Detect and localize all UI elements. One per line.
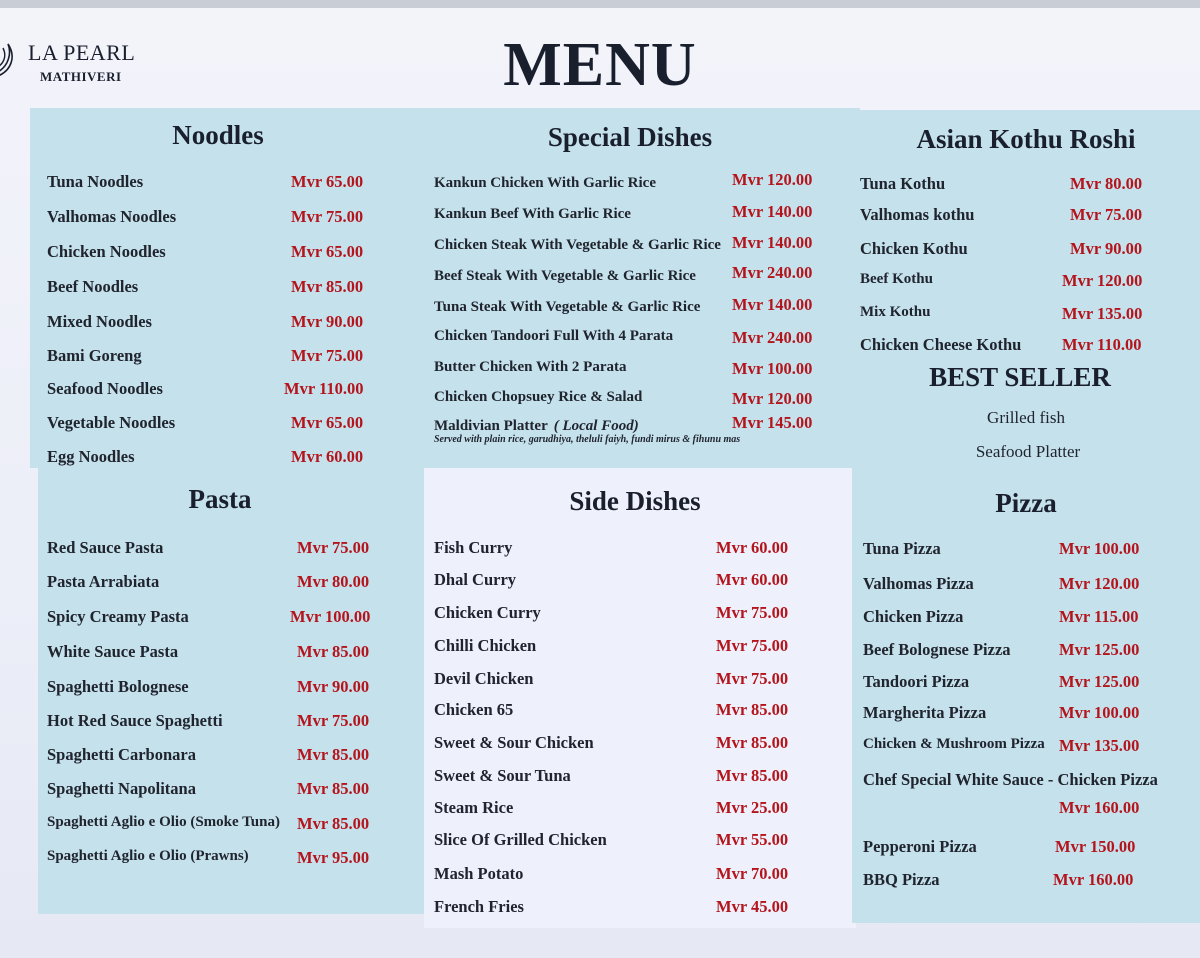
menu-item-name: Vegetable Noodles xyxy=(47,413,176,432)
menu-item-name: Seafood Noodles xyxy=(47,379,163,398)
menu-item-price: Mvr 65.00 xyxy=(291,242,364,261)
menu-item-name: Butter Chicken With 2 Parata xyxy=(434,359,627,375)
menu-item-price: Mvr 90.00 xyxy=(1070,239,1143,258)
menu-item-name: Spaghetti Bolognese xyxy=(47,677,189,696)
menu-item-name: Kankun Beef With Garlic Rice xyxy=(434,206,631,222)
menu-item-name: Sweet & Sour Tuna xyxy=(434,766,571,785)
menu-item-name: Pepperoni Pizza xyxy=(863,837,977,856)
menu-item-name: Margherita Pizza xyxy=(863,703,987,722)
section-title-best-seller: BEST SELLER xyxy=(929,362,1111,392)
menu-item-name: Chicken Tandoori Full With 4 Parata xyxy=(434,328,674,344)
menu-item-name: Chef Special White Sauce - Chicken Pizza xyxy=(863,770,1158,789)
menu-item-price: Mvr 75.00 xyxy=(297,538,370,557)
menu-item-name: Tandoori Pizza xyxy=(863,672,970,691)
menu-item-note: ( Local Food) xyxy=(553,418,639,434)
menu-item-price: Mvr 100.00 xyxy=(290,607,371,626)
menu-item-price: Mvr 240.00 xyxy=(732,328,813,347)
menu-item-price: Mvr 85.00 xyxy=(291,277,364,296)
menu-item-name: Chicken 65 xyxy=(434,700,514,719)
menu-item-name: Tuna Kothu xyxy=(860,174,946,193)
maldivian-platter-footnote: Served with plain rice, garudhiya, theluli faiyh, fundi mirus & fihunu mas xyxy=(434,434,741,445)
menu-item-name: Chicken Noodles xyxy=(47,242,166,261)
menu-item-price: Mvr 75.00 xyxy=(716,669,789,688)
section-title-side-dishes: Side Dishes xyxy=(569,486,701,516)
section-title-noodles: Noodles xyxy=(172,120,264,150)
section-title-kothu: Asian Kothu Roshi xyxy=(916,124,1136,154)
side-dishes-panel xyxy=(424,468,856,928)
menu-item-name: Chicken Cheese Kothu xyxy=(860,335,1022,354)
menu-item-price: Mvr 120.00 xyxy=(1062,271,1143,290)
menu-item-name: Spicy Creamy Pasta xyxy=(47,607,189,626)
menu-item-price: Mvr 125.00 xyxy=(1059,672,1140,691)
menu-item-price: Mvr 75.00 xyxy=(291,346,364,365)
menu-item-name: Tuna Steak With Vegetable & Garlic Rice xyxy=(434,299,701,315)
menu-item-name: Red Sauce Pasta xyxy=(47,538,164,557)
menu-item-price: Mvr 80.00 xyxy=(1070,174,1143,193)
menu-item-name: Valhomas kothu xyxy=(860,205,975,224)
menu-item-price: Mvr 125.00 xyxy=(1059,640,1140,659)
menu-item-name: Spaghetti Carbonara xyxy=(47,745,196,764)
menu-item-name: Chilli Chicken xyxy=(434,636,537,655)
menu-item-price: Mvr 85.00 xyxy=(297,745,370,764)
menu-item-name: Pasta Arrabiata xyxy=(47,572,160,591)
menu-item-price: Mvr 135.00 xyxy=(1059,736,1140,755)
menu-item-price: Mvr 140.00 xyxy=(732,233,813,252)
menu-item-price: Mvr 100.00 xyxy=(1059,703,1140,722)
menu-sheet xyxy=(0,8,1200,958)
brand-name: LA PEARL xyxy=(28,40,136,65)
menu-item-price: Mvr 75.00 xyxy=(297,711,370,730)
menu-item-name: Beef Kothu xyxy=(860,271,933,287)
best-seller-item: Seafood Platter xyxy=(975,442,1081,461)
menu-item-name: Mash Potato xyxy=(434,864,524,883)
menu-item-price: Mvr 25.00 xyxy=(716,798,789,817)
menu-item-name: Hot Red Sauce Spaghetti xyxy=(47,711,223,730)
menu-item-name: Mix Kothu xyxy=(860,304,931,320)
menu-item-price: Mvr 75.00 xyxy=(291,207,364,226)
section-title-special-dishes: Special Dishes xyxy=(547,122,713,152)
menu-item-name: Valhomas Noodles xyxy=(47,207,177,226)
menu-item-name: Chicken Pizza xyxy=(863,607,964,626)
menu-item-price: Mvr 45.00 xyxy=(716,897,789,916)
section-title-pasta: Pasta xyxy=(188,484,252,514)
menu-item-name: Mixed Noodles xyxy=(47,312,152,331)
menu-item-price: Mvr 145.00 xyxy=(732,413,813,432)
menu-item-price: Mvr 110.00 xyxy=(1062,335,1142,354)
menu-item-price: Mvr 115.00 xyxy=(1059,607,1139,626)
menu-item-price: Mvr 75.00 xyxy=(716,603,789,622)
menu-item-name: Tuna Pizza xyxy=(863,539,941,558)
menu-item-name: Devil Chicken xyxy=(434,669,534,688)
menu-item-name: Spaghetti Aglio e Olio (Prawns) xyxy=(47,848,249,864)
menu-item-name: Beef Bolognese Pizza xyxy=(863,640,1011,659)
menu-item-name: French Fries xyxy=(434,897,524,916)
menu-item-price: Mvr 100.00 xyxy=(1059,539,1140,558)
menu-item-name: Bami Goreng xyxy=(47,346,142,365)
menu-item-price: Mvr 240.00 xyxy=(732,263,813,282)
menu-item-price: Mvr 85.00 xyxy=(297,642,370,661)
brand-location: MATHIVERI xyxy=(40,69,122,84)
menu-item-name: Spaghetti Napolitana xyxy=(47,779,196,798)
menu-item-price: Mvr 65.00 xyxy=(291,413,364,432)
menu-item-price: Mvr 85.00 xyxy=(297,814,370,833)
menu-item-price: Mvr 85.00 xyxy=(716,766,789,785)
menu-item-name: Sweet & Sour Chicken xyxy=(434,733,594,752)
menu-item-price: Mvr 160.00 xyxy=(1059,798,1140,817)
menu-item-price: Mvr 60.00 xyxy=(716,538,789,557)
menu-item-name: Maldivian Platter ( Local Food) xyxy=(434,418,639,434)
menu-item-name: Kankun Chicken With Garlic Rice xyxy=(434,175,656,191)
menu-item-name: Beef Noodles xyxy=(47,277,139,296)
menu-item-name: Chicken Steak With Vegetable & Garlic Rice xyxy=(434,237,721,253)
menu-item-price: Mvr 70.00 xyxy=(716,864,789,883)
menu-item-name: Slice Of Grilled Chicken xyxy=(434,830,607,849)
menu-item-name: Dhal Curry xyxy=(434,570,517,589)
menu-item-price: Mvr 140.00 xyxy=(732,295,813,314)
menu-item-price: Mvr 135.00 xyxy=(1062,304,1143,323)
menu-item-price: Mvr 110.00 xyxy=(284,379,364,398)
menu-item-price: Mvr 120.00 xyxy=(732,389,813,408)
menu-item-price: Mvr 100.00 xyxy=(732,359,813,378)
menu-item-name: Valhomas Pizza xyxy=(863,574,974,593)
menu-item-price: Mvr 90.00 xyxy=(297,677,370,696)
menu-item-price: Mvr 75.00 xyxy=(1070,205,1143,224)
menu-item-price: Mvr 75.00 xyxy=(716,636,789,655)
menu-item-price: Mvr 140.00 xyxy=(732,202,813,221)
section-title-pizza: Pizza xyxy=(995,488,1057,518)
menu-item-price: Mvr 85.00 xyxy=(716,733,789,752)
menu-item-price: Mvr 65.00 xyxy=(291,172,364,191)
menu-item-price: Mvr 95.00 xyxy=(297,848,370,867)
menu-item-price: Mvr 120.00 xyxy=(1059,574,1140,593)
menu-item-name: Chicken & Mushroom Pizza xyxy=(863,736,1045,752)
menu-item-price: Mvr 60.00 xyxy=(291,447,364,466)
menu-item-name: BBQ Pizza xyxy=(863,870,940,889)
menu-item-name: Steam Rice xyxy=(434,798,514,817)
menu-item-price: Mvr 60.00 xyxy=(716,570,789,589)
menu-item-name: White Sauce Pasta xyxy=(47,642,179,661)
menu-item-price: Mvr 90.00 xyxy=(291,312,364,331)
menu-item-price: Mvr 80.00 xyxy=(297,572,370,591)
menu-item-price: Mvr 85.00 xyxy=(297,779,370,798)
menu-item-name: Beef Steak With Vegetable & Garlic Rice xyxy=(434,268,696,284)
page-title: MENU xyxy=(503,31,697,99)
menu-item-name: Fish Curry xyxy=(434,538,513,557)
menu-item-name: Tuna Noodles xyxy=(47,172,144,191)
menu-item-price: Mvr 55.00 xyxy=(716,830,789,849)
menu-item-price: Mvr 150.00 xyxy=(1055,837,1136,856)
menu-item-name: Chicken Kothu xyxy=(860,239,968,258)
best-seller-item: Grilled fish xyxy=(987,408,1065,427)
menu-item-name: Egg Noodles xyxy=(47,447,135,466)
menu-item-price: Mvr 160.00 xyxy=(1053,870,1134,889)
menu-item-name: Chicken Chopsuey Rice & Salad xyxy=(434,389,643,405)
menu-item-name: Spaghetti Aglio e Olio (Smoke Tuna) xyxy=(47,814,280,830)
menu-item-price: Mvr 85.00 xyxy=(716,700,789,719)
menu-item-price: Mvr 120.00 xyxy=(732,170,813,189)
menu-item-name: Chicken Curry xyxy=(434,603,541,622)
